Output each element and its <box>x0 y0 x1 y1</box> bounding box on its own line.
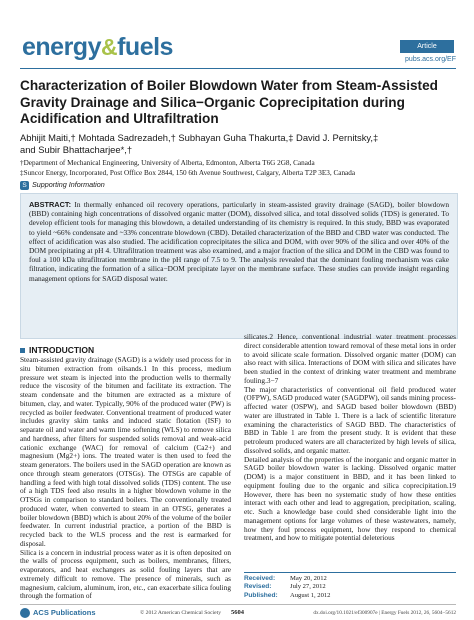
date-value: August 1, 2012 <box>290 591 331 599</box>
publication-dates <box>244 575 456 600</box>
article-type-badge: Article <box>400 40 454 53</box>
abstract-box <box>20 193 458 339</box>
date-received <box>244 575 456 583</box>
author-list <box>20 132 456 156</box>
date-revised <box>244 583 456 591</box>
footer-divider <box>20 604 456 605</box>
date-label: Received: <box>244 575 276 582</box>
page-number: 5604 <box>231 609 244 616</box>
date-label: Revised: <box>244 583 272 591</box>
journal-logo <box>22 34 173 60</box>
date-label: Published: <box>244 591 278 599</box>
logo-part2: fuels <box>117 33 173 61</box>
section-bullet-icon <box>20 348 25 353</box>
header-divider <box>20 68 456 69</box>
doi-citation[interactable]: dx.doi.org/10.1021/ef300907e | Energy Fuels 2012, 26, 5604−5612 <box>313 610 456 616</box>
publisher-name: ACS Publications <box>33 608 96 617</box>
date-value: May 20, 2012 <box>290 575 327 582</box>
supporting-info-link[interactable] <box>20 180 105 190</box>
supporting-info-label: Supporting Information <box>32 180 105 189</box>
logo-part1: energy <box>22 33 101 61</box>
authors-line-1: Abhijit Maiti,† Mohtada Sadrezadeh,† Subhayan Guha Thakurta,‡ David J. Pernitsky,‡ <box>20 132 379 143</box>
section-heading-introduction <box>20 345 94 355</box>
authors-line-2: and Subir Bhattacharjee*,† <box>20 144 133 155</box>
body-column-right: silicates.2 Hence, conventional industrial water treatment processes direct considerable attention toward removal of these metal ions in order to avoid silicate scale formation. Dissolved organic matter (DOM) can also react with silica. Interactions of DOM with silica and silicates have been studied in the context of drinking water treatment and membrane fouling.3−7 The major characteristics of conventional oil field produced water (OFPW), SAGD produced water (SAGDPW), oil sands mining process-affected water (OSPW), and SAGD based boiler blowdown (BBD) water are illustrated in Table 1. There is a lack of scientific literature examining the characteristics of SAGD BBD. The characteristics of BBD in Table 1 are from the present study. It is evident that these petroleum produced waters are all characterized by high levels of silica, dissolved solids, and organic matter. Detailed analysis of the properties of the inorganic and organic matter in SAGD boiler blowdown water is lacking. Dissolved organic matter (DOM) is a major constituent in BBD, and it has been linked to equipment fouling due to the organic and silica coprecipitation.19 However, there has been no systematic study of how these entities interact with each other and lead to aggregation, precipitation, scaling, etc. Such a knowledge base could shed considerable light into the management options for large volumes of these wastewaters, namely, how they foul process equipment, how they respond to chemical treatment, and how to mitigate potential deleterious <box>244 332 456 543</box>
publisher-logo[interactable] <box>20 608 96 618</box>
dates-divider <box>244 572 456 573</box>
copyright-notice: © 2012 American Chemical Society <box>140 610 221 616</box>
affiliation-1: †Department of Mechanical Engineering, University of Alberta, Edmonton, Alberta T6G 2G8, Canada <box>20 159 315 167</box>
affiliations <box>20 159 456 178</box>
logo-ampersand: & <box>100 34 118 60</box>
acs-icon <box>20 608 30 618</box>
journal-url[interactable]: pubs.acs.org/EF <box>405 56 456 63</box>
affiliation-2: ‡Suncor Energy, Incorporated, Post Office Box 2844, 150 6th Avenue Southwest, Calgary, Alberta T2P 3E3, Canada <box>20 168 356 177</box>
paper-title: Characterization of Boiler Blowdown Water from Steam-Assisted Gravity Drainage and Silica−Organic Coprecipitation during Acidification and Ultrafiltration <box>20 78 438 126</box>
abstract-label: ABSTRACT: <box>29 200 72 209</box>
date-published <box>244 592 456 600</box>
abstract-body: In thermally enhanced oil recovery operations, particularly in steam-assisted gravity drainage (SAGD), boiler blowdown (BBD) containing high concentrations of dissolved organic matter (DOM), dissolved silica, and total dissolved solids (TDS) is generated. To develop efficient tools for managing this blowdown, a detailed understanding of its chemistry is required. In this study, BBD was evaporated to yield ~66% condensate and ~33% concentrate blowdown (CBD). Detailed characterization of the BBD and CBD water was conducted. The effect of acidification was also studied. The acidification coprecipitates the silica and DOM, with over 90% of the silica and over 40% of the DOM precipitating at pH 4. Ultrafiltration treatment was also examined, and a major fraction of the silica and DOM in the CBD was found to foul a 100 kDa ultrafiltration membrane in the pH range of 7.5 to 9. The analysis revealed that the dominant fouling mechanism was cake filtration, indicating the formation of a silica−DOM precipitate layer on the membrane surface. These studies can provide insight regarding management options for SAGD disposal water. <box>29 200 449 283</box>
date-value: July 27, 2012 <box>290 583 326 591</box>
supporting-info-icon: S <box>20 181 29 190</box>
section-heading-label: INTRODUCTION <box>29 345 95 355</box>
abstract <box>29 200 449 283</box>
body-column-left: Steam-assisted gravity drainage (SAGD) is a widely used process for in situ bitumen extraction from oilsands.1 In this process, medium pressure wet steam is injected into the production wells to thermally reduce the viscosity of the bitumen and facilitate its extraction. The steam condensate and the bitumen are extracted as a mixture of bitumen, clay, and water. Typically, 90% of the produced water (PW) is recycled as boiler feedwater. Conventional treatment of produced water includes gravity skim tanks and induced static flotation (ISF) to separate oil and water and warm lime softening (WLS) to remove silica and hardness, after filters for suspended solids removal and weak-acid cationic exchange (WAC) for removal of calcium (Ca2+) and magnesium (Mg2+) ions. The treated water is then used to feed the steam generators. The boilers used in the SAGD operation are known as once through steam generators (OTSGs). The OTSGs are capable of handling a feed with high total dissolved solids (TDS) content. The use of a high TDS feed also results in a higher blowdown volume in the OTSGs in comparison to standard boilers. The conventionally treated produced water, when converted to steam in an OTSG, generates a boiler blowdown (BBD) which is about 20% of the volume of the boiler feedwater. In current industrial practice, a portion of the BBD is recycled back to the WLS process and the rest is earmarked for disposal. Silica is a concern in industrial process water as it is often deposited on the walls of process equipment, such as boilers, membranes, filters, evaporators, and heat exchangers as solid fouling layers that are extremely difficult to remove. The presence of minerals, such as magnesium, calcium, aluminum, iron, etc., can exacerbate silica fouling through the formation of <box>20 355 231 601</box>
